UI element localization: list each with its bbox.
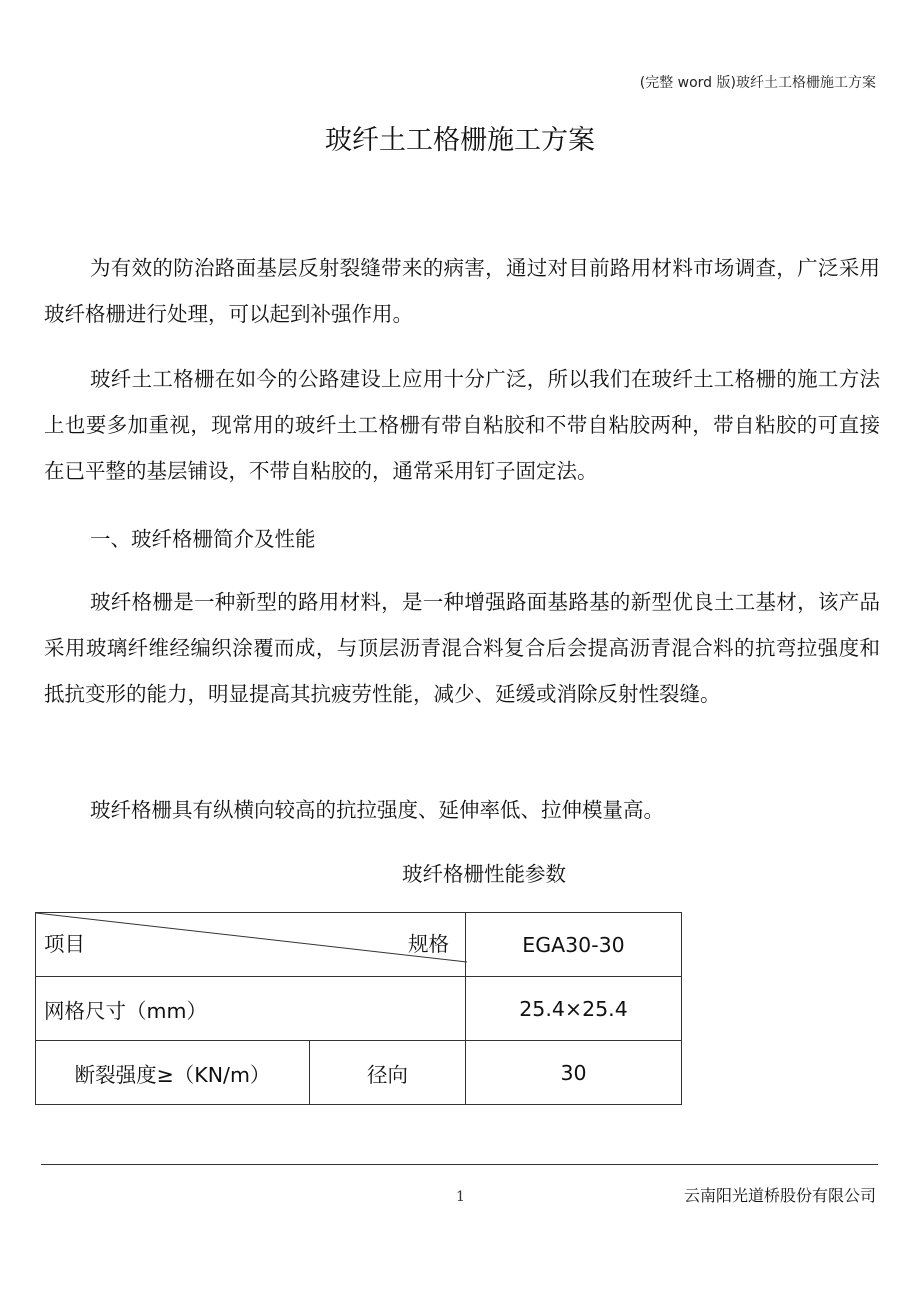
- header-item-label: 项目: [44, 932, 85, 956]
- row-label-breaking-strength: 断裂强度≥（KN/m）: [36, 1041, 310, 1105]
- paragraph-properties: 玻纤格栅具有纵横向较高的抗拉强度、延伸率低、拉伸模量高。: [90, 798, 664, 822]
- document-header: (完整 word 版)玻纤土工格栅施工方案: [639, 75, 876, 91]
- table-header-row: [36, 913, 682, 977]
- footer-divider: [41, 1164, 878, 1165]
- paragraph-description: 玻纤格栅是一种新型的路用材料，是一种增强路面基路基的新型优良土工基材，该产品采用玻璃纤维经编织涂覆而成，与顶层沥青混合料复合后会提高沥青混合料的抗弯拉强度和抵抗变形的能力，明显提高其抗疲劳性能，减少、延缓或消除反射性裂缝。: [44, 590, 880, 706]
- diagonal-header-cell: [36, 913, 466, 977]
- header-spec-label: 规格: [408, 932, 449, 956]
- row-value-mesh-size: 25.4×25.4: [466, 977, 682, 1041]
- table-row: [36, 977, 682, 1041]
- page-number: 1: [456, 1189, 465, 1205]
- paragraph-application: 玻纤土工格栅在如今的公路建设上应用十分广泛，所以我们在玻纤土工格栅的施工方法上也要多加重视，现常用的玻纤土工格栅有带自粘胶和不带自粘胶两种，带自粘胶的可直接在已平整的基层铺设，不带自粘胶的，通常采用钉子固定法。: [44, 367, 880, 483]
- header-model-cell: EGA30-30: [466, 913, 682, 977]
- table-caption: 玻纤格栅性能参数: [402, 862, 566, 886]
- row-label-mesh-size: 网格尺寸（mm）: [36, 977, 466, 1041]
- paragraph-intro: 为有效的防治路面基层反射裂缝带来的病害，通过对目前路用材料市场调查，广泛采用玻纤格栅进行处理，可以起到补强作用。: [44, 256, 880, 326]
- document-title: 玻纤土工格栅施工方案: [325, 125, 595, 156]
- row-value-breaking-strength: 30: [466, 1041, 682, 1105]
- row-sublabel-direction: 径向: [310, 1041, 466, 1105]
- footer-company: 云南阳光道桥股份有限公司: [683, 1186, 876, 1205]
- table-row: [36, 1041, 682, 1105]
- diagonal-divider: [36, 913, 467, 978]
- spec-table: [35, 912, 682, 1105]
- section-heading: 一、玻纤格栅简介及性能: [90, 527, 316, 551]
